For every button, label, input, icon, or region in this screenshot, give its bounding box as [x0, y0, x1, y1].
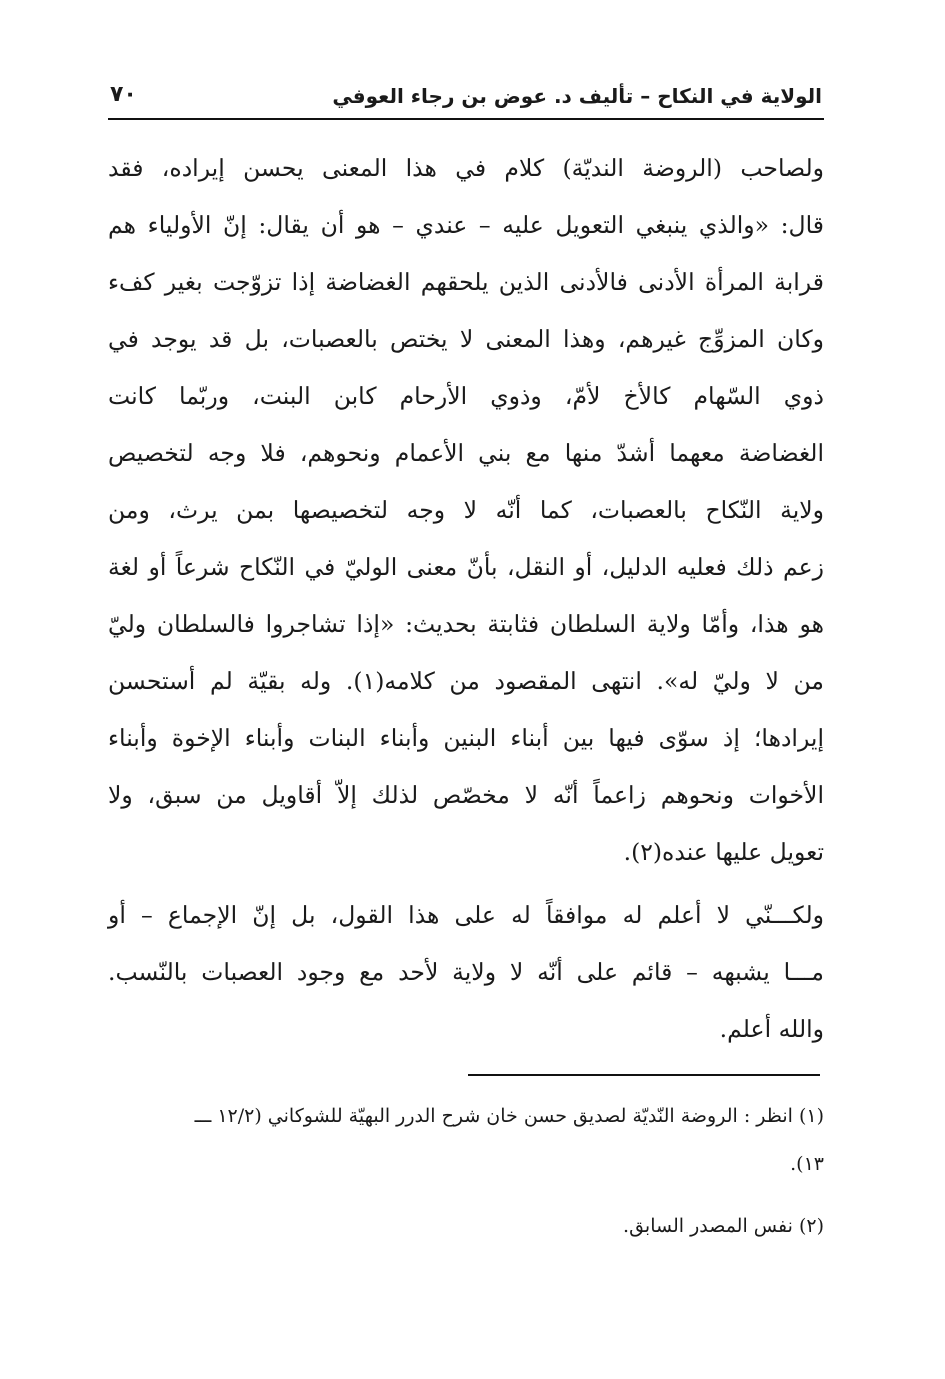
text-line: هو هذا، وأمّا ولاية السلطان فثابتة بحديث: «إذا تشاجروا فالسلطان وليّ: [108, 610, 824, 638]
text-line: ذوي السّهام كالأخ لأمّ، وذوي الأرحام كابن البنت، وربّما كانت: [108, 382, 824, 410]
conclusion-line: والله أعلم.: [719, 1015, 824, 1043]
footnote-2: (٢) نفس المصدر السابق.: [623, 1215, 824, 1237]
text-line: قرابة المرأة الأدنى فالأدنى الذين يلحقهم الغضاضة إذا تزوّجت بغير كفء: [108, 268, 824, 296]
main-text: [108, 140, 824, 1058]
footnote-gap: [108, 1188, 824, 1202]
footnote-1: (١) انظر : الروضة النّديّة لصديق حسن خان شرح الدرر البهيّة للشوكاني (١٢/٢ ـــ: [194, 1105, 824, 1127]
footnotes: [108, 1092, 824, 1250]
text-line: زعم ذلك فعليه الدليل، أو النقل، بأنّ معنى الوليّ في النّكاح شرعاً أو لغة: [108, 553, 824, 581]
text-line: من لا وليّ له». انتهى المقصود من كلامه(١). وله بقيّة لم أستحسن: [108, 667, 825, 695]
text-line: ولصاحب (الروضة النديّة) كلام في هذا المعنى يحسن إيراده، فقد: [108, 154, 824, 182]
running-header: [108, 78, 824, 120]
text-line: وكان المزوِّج غيرهم، وهذا المعنى لا يختص بالعصبات، بل قد يوجد في: [108, 325, 824, 353]
text-line: الغضاضة معهما أشدّ منها مع بني الأعمام ونحوهم، فلا وجه لتخصيص: [108, 439, 824, 467]
text-line: تعويل عليها عنده(٢).: [623, 838, 824, 866]
text-line: الأخوات ونحوهم زاعماً أنّه لا مخصّص لذلك إلاّ أقاويل من سبق، ولا: [108, 781, 824, 809]
footnote-separator: [468, 1074, 820, 1076]
text-line: قال: «والذي ينبغي التعويل عليه – عندي – هو أن يقال: إنّ الأولياء هم: [108, 211, 824, 239]
conclusion-line: مـــا يشبهه – قائم على أنّه لا ولاية لأحد مع وجود العصبات بالنّسب.: [108, 958, 824, 986]
book-title: الولاية في النكاح – تأليف د. عوض بن رجاء العوفي: [332, 84, 822, 108]
footnote-1-continuation: ١٣).: [790, 1153, 824, 1175]
page-number: ٧٠: [110, 82, 137, 107]
conclusion-line: ولكـــنّي لا أعلم له موافقاً له على هذا القول، بل إنّ الإجماع – أو: [108, 901, 824, 929]
text-line: إيرادها؛ إذ سوّى فيها بين أبناء البنين وأبناء البنات وأبناء الإخوة وأبناء: [108, 724, 824, 752]
text-line: ولاية النّكاح بالعصبات، كما أنّه لا وجه لتخصيصها بمن يرث، ومن: [108, 496, 824, 524]
